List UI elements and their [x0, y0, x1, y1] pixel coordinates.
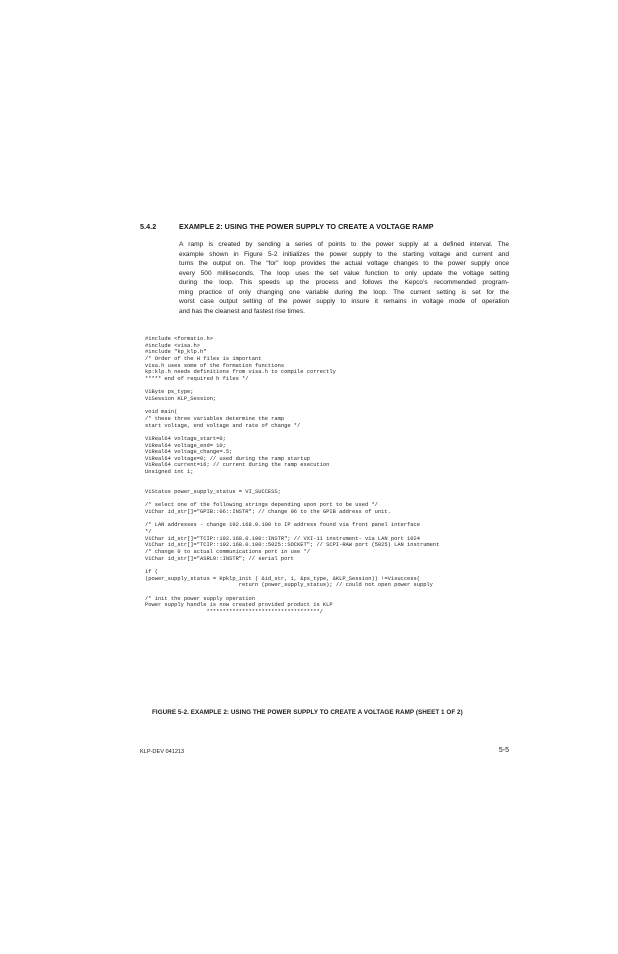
footer-page-number: 5-5: [498, 747, 509, 754]
paragraph-line: every 500 milliseconds. The loop uses the set value function to only update the voltage setting: [179, 269, 509, 277]
section-title: EXAMPLE 2: USING THE POWER SUPPLY TO CREATE A VOLTAGE RAMP: [179, 222, 434, 231]
section-number: 5.4.2: [140, 222, 157, 231]
code-listing: #include <formatio.h> #include <visa.h> #include "kp_klp.h" /* Order of the H files is important visa.h uses some of the formation functions kp:klp.h needs definitions from visa.h to compile correctly ***** end of required h files */ ViByte ps_type; ViSession KLP_Session; void main( /* these three variables determine the ramp start voltage, end voltage and rate of change */ ViReal64 voltage_start=0; ViReal64 voltage_end= 10; ViReal64 voltage_change=.5; ViReal64 voltage=0; // used during the ramp startup ViReal64 current=16; // current during the ramp execution Unsigned int i; ViStatus power_supply_status = VI_SUCCESS; /* select one of the following strings depending upon port to be used */ ViChar id_str[]="GPIB::06::INSTR"; // change 06 to the GPIB address of unit. /* LAN addresses - change 192.168.0.100 to IP address found via front panel interface */ ViChar id_str[]="TCIP::192.168.0.100::INSTR"; // VXI-11 instrument- via LAN port 1024 ViChar id_str[]="TCIP::192.168.0.100::5025::SOCKET"; // SCPI-RAW port (5025) LAN instrument /* change 0 to actual communications port in use */ ViChar id_str[]="ASRL0::INSTR"; // serial port if ( (power_supply_status = Kpklp_init ( &id_str, 1, &ps_type, &KLP_Session)) !=Visuccess( return (power_supply_status); // could not open power supply /* init the power supply operation Power supply handle is now created provided product is KLP ***********************************/: [145, 336, 440, 615]
paragraph-line: ming practice of only changing one variable during the loop. The current setting is set for the: [179, 288, 509, 296]
figure-caption: FIGURE 5-2. EXAMPLE 2: USING THE POWER SUPPLY TO CREATE A VOLTAGE RAMP (SHEET 1 OF 2): [152, 709, 463, 716]
paragraph-line: during the loop. This speeds up the process and follows the Kepco’s recommended program-: [179, 279, 509, 286]
paragraph-line: and has the cleanest and fastest rise times.: [179, 307, 305, 315]
paragraph-line: turns the output on. The “for” loop provides the actual voltage changes to the power supply once: [179, 260, 509, 267]
paragraph-line: A ramp is created by sending a series of points to the power supply at a defined interval. The: [179, 241, 509, 248]
footer-doc-id: KLP-DEV 041213: [140, 749, 185, 755]
paragraph-line: example shown in Figure 5-2 initializes the power supply to the starting voltage and current and: [179, 250, 509, 258]
description-paragraph: [179, 240, 509, 316]
paragraph-line: worst case output setting of the power supply to insure it remains in voltage mode of operation: [179, 298, 509, 305]
